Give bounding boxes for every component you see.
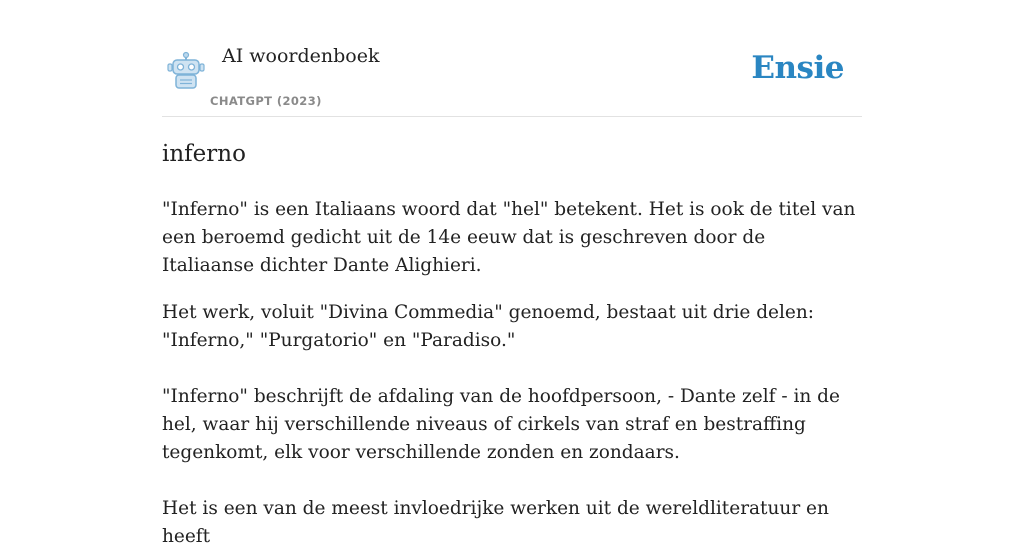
- entry-paragraph: Het is een van de meest invloedrijke werken uit de wereldliteratuur en heeft: [162, 498, 829, 547]
- source-header: [162, 0, 862, 117]
- entry-paragraph: "Inferno" beschrijft de afdaling van de hoofdpersoon, - Dante zelf - in de hel, waar hij verschillende niveaus of cirkels van straf en bestraffing tegenkomt, elk voor verschillende zonden en zondaars.: [162, 386, 840, 463]
- ensie-logo[interactable]: Ensie: [751, 50, 844, 86]
- source-subtitle: CHATGPT (2023): [210, 94, 322, 108]
- entry-paragraph: "Inferno" is een Italiaans woord dat "hel" betekent. Het is ook de titel van een beroemd gedicht uit de 14e eeuw dat is geschreven door de Italiaanse dichter Dante Alighieri.: [162, 199, 856, 276]
- entry-content: [162, 138, 862, 551]
- robot-icon: [166, 52, 206, 90]
- entry-term: inferno: [162, 141, 246, 167]
- entry-paragraph: Het werk, voluit "Divina Commedia" genoemd, bestaat uit drie delen: "Inferno," "Purgatorio" en "Paradiso.": [162, 302, 815, 351]
- source-title: AI woordenboek: [222, 45, 380, 67]
